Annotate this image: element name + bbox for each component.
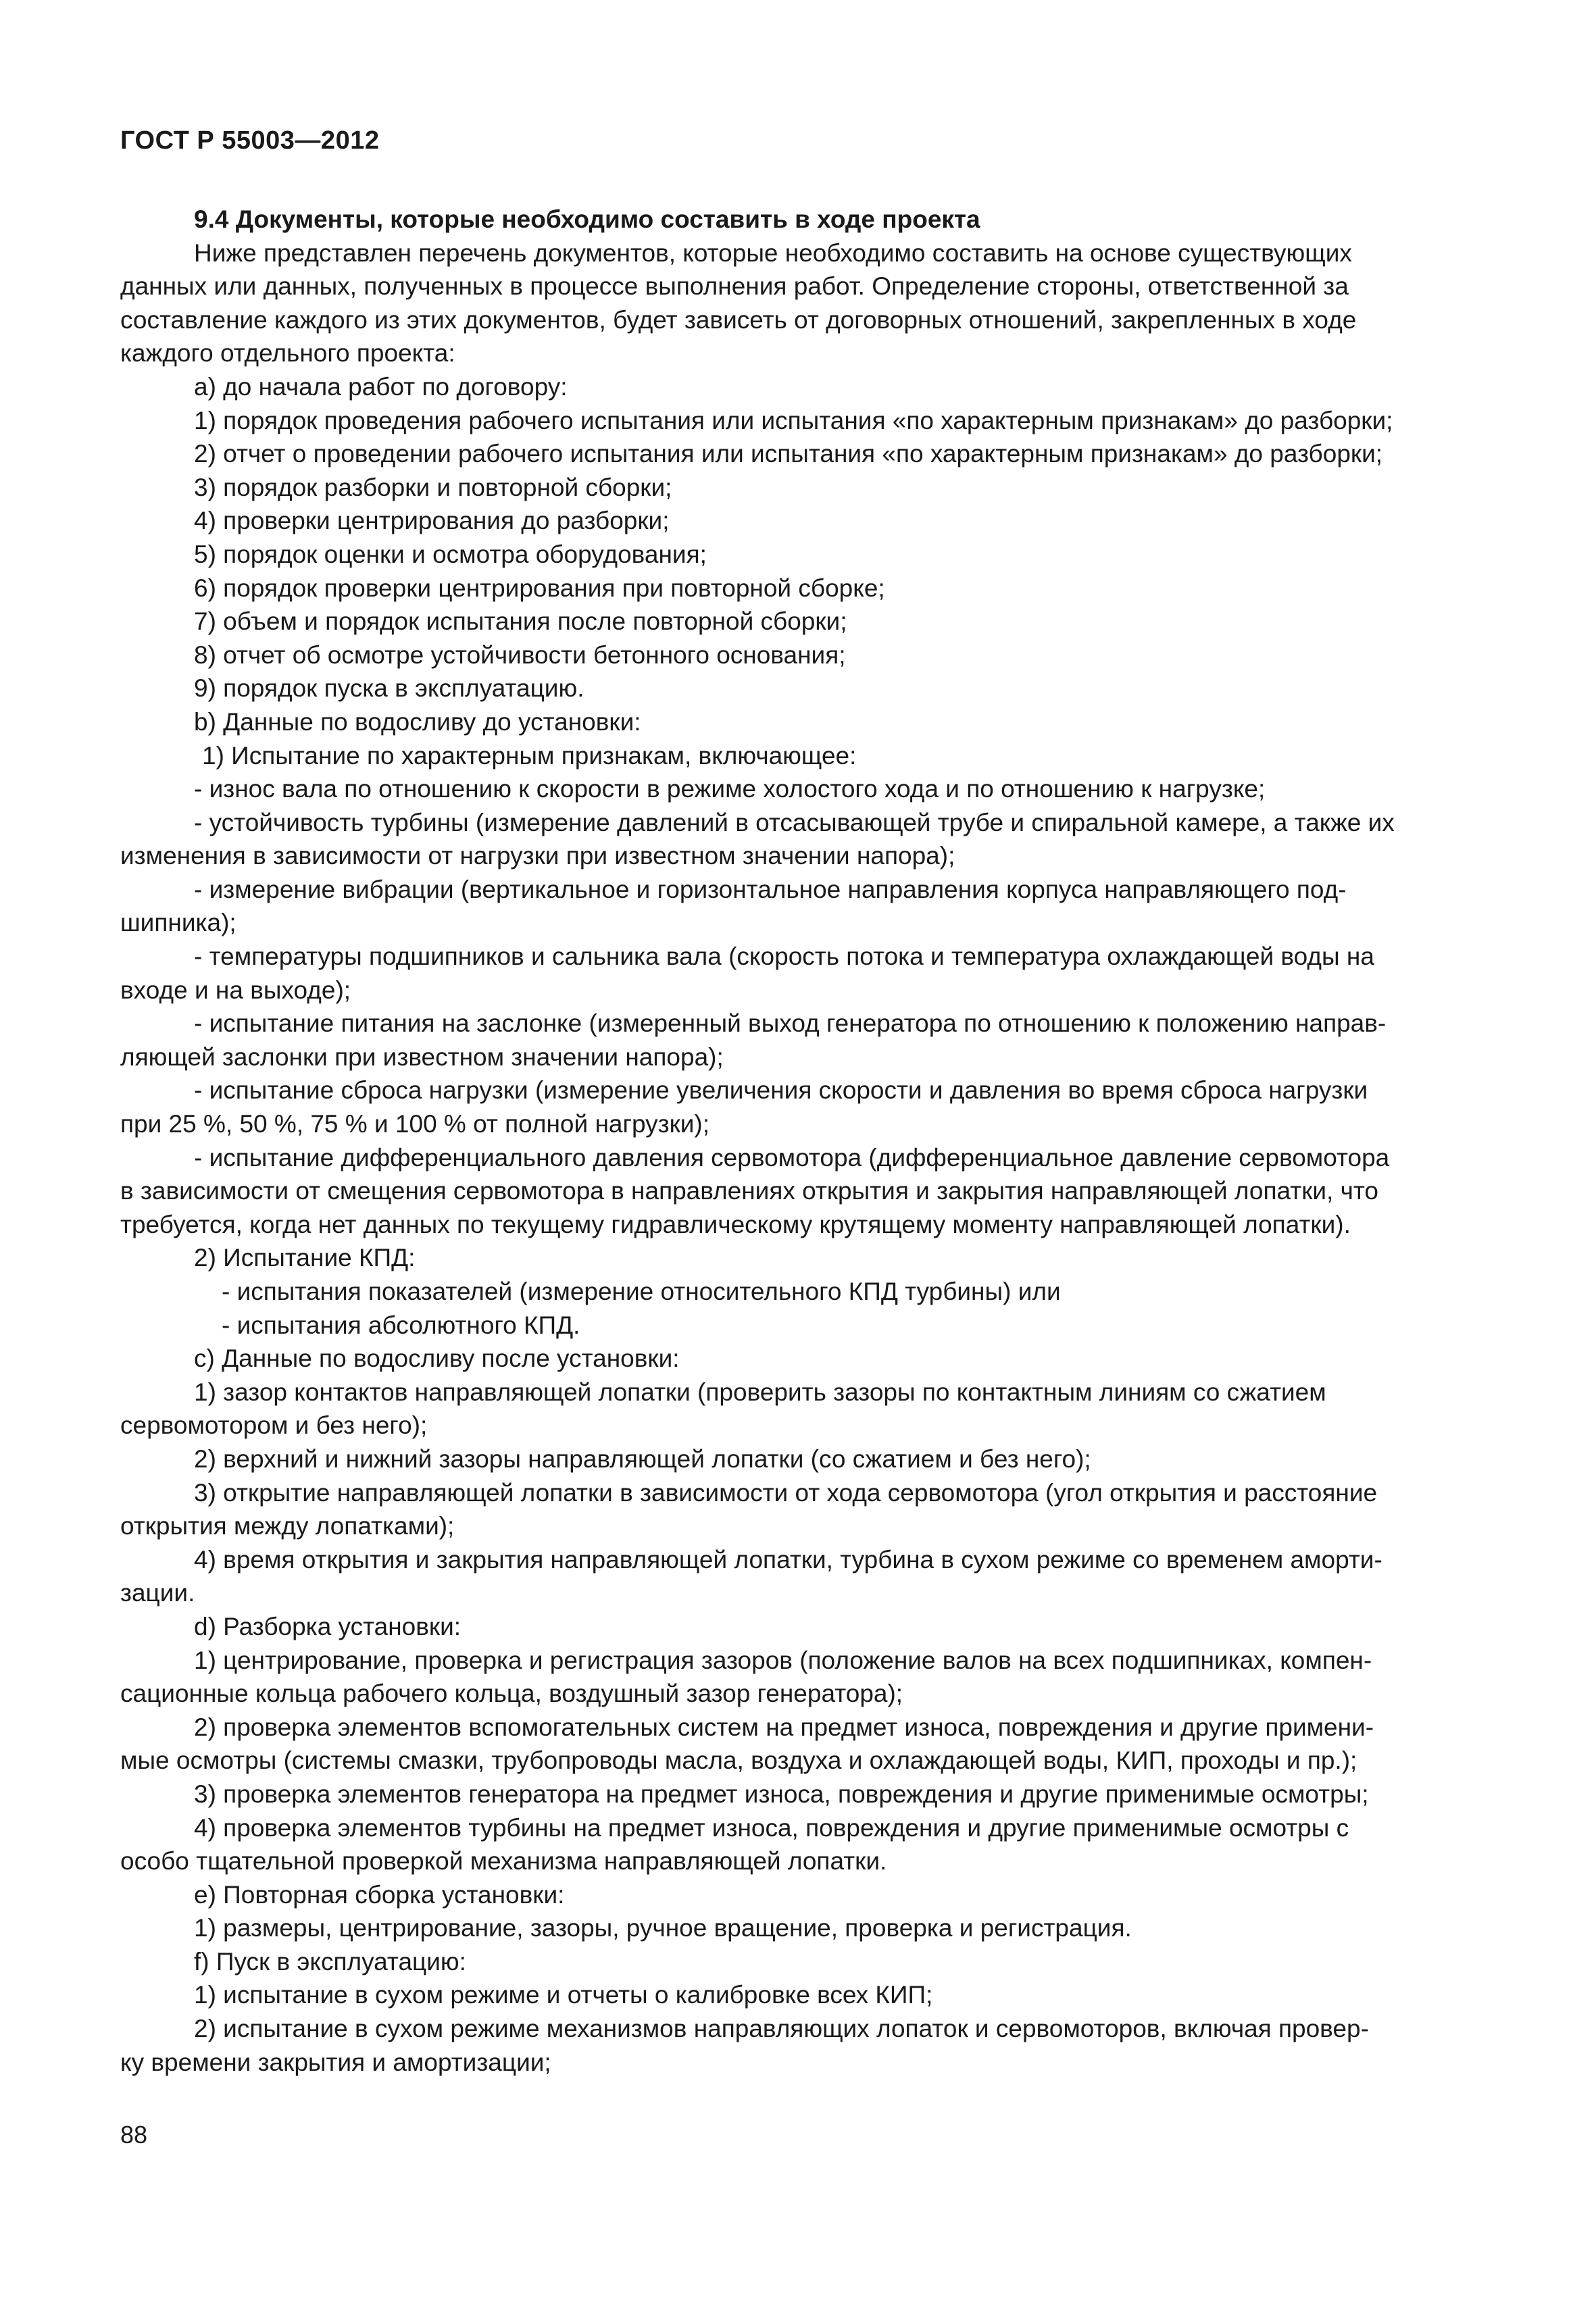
text-line: открытия между лопатками);	[120, 1512, 455, 1540]
text-line: изменения в зависимости от нагрузки при известном значении напора);	[120, 842, 955, 870]
text-line: в зависимости от смещения сервомотора в направлениях открытия и закрытия направляющей лопатки, что	[120, 1177, 1378, 1205]
text-line: 6) порядок проверки центрирования при повторной сборке;	[194, 574, 885, 602]
text-line: 2) Испытание КПД:	[194, 1244, 416, 1272]
page-number: 88	[120, 2121, 148, 2148]
text-line: 2) испытание в сухом режиме механизмов направляющих лопаток и сервомоторов, включая провер-	[194, 2015, 1369, 2043]
text-line: 4) время открытия и закрытия направляющей лопатки, турбина в сухом режиме со временем аморти-	[194, 1545, 1382, 1574]
text-line: 5) порядок оценки и осмотра оборудования;	[194, 540, 707, 568]
text-line: 1) Испытание по характерным признакам, включающее:	[202, 741, 857, 770]
text-line: Ниже представлен перечень документов, которые необходимо составить на основе существующих	[194, 238, 1352, 267]
text-line: данных или данных, полученных в процессе выполнения работ. Определение стороны, ответственной за	[120, 272, 1349, 301]
text-line: 1) центрирование, проверка и регистрация зазоров (положение валов на всех подшипниках, компен-	[194, 1646, 1372, 1674]
text-line: 1) порядок проведения рабочего испытания или испытания «по характерным признакам» до разборки;	[194, 406, 1393, 434]
text-line: при 25 %, 50 %, 75 % и 100 % от полной нагрузки);	[120, 1110, 710, 1138]
text-line: ляющей заслонки при известном значении напора);	[120, 1042, 724, 1071]
text-line: шипника);	[120, 909, 236, 937]
text-line: 1) испытание в сухом режиме и отчеты о калибровке всех КИП;	[194, 1981, 933, 2009]
text-line: b) Данные по водосливу до установки:	[194, 707, 641, 736]
text-line: составление каждого из этих документов, будет зависеть от договорных отношений, закрепленных в ходе	[120, 305, 1357, 334]
text-line: - износ вала по отношению к скорости в режиме холостого хода и по отношению к нагрузке;	[194, 775, 1266, 803]
section-heading: 9.4 Документы, которые необходимо составить в ходе проекта	[194, 205, 980, 233]
text-line: 3) проверка элементов генератора на предмет износа, повреждения и другие применимые осмотры;	[194, 1780, 1369, 1808]
text-line: - испытание дифференциального давления сервомотора (дифференциальное давление сервомотора	[194, 1143, 1390, 1172]
text-line: f) Пуск в эксплуатацию:	[194, 1947, 466, 1976]
text-line: мые осмотры (системы смазки, трубопроводы масла, воздуха и охлаждающей воды, КИП, проходы и пр.);	[120, 1746, 1357, 1775]
text-line: 2) проверка элементов вспомогательных систем на предмет износа, повреждения и другие примени-	[194, 1713, 1374, 1741]
text-line: - испытание питания на заслонке (измеренный выход генератора по отношению к положению направ-	[194, 1009, 1387, 1038]
text-line: 3) открытие направляющей лопатки в зависимости от хода сервомотора (угол открытия и расстояние	[194, 1478, 1378, 1507]
text-line: - устойчивость турбины (измерение давлений в отсасывающей трубе и спиральной камере, а также их	[194, 808, 1395, 836]
text-line: 1) размеры, центрирование, зазоры, ручное вращение, проверка и регистрация.	[194, 1914, 1132, 1942]
document-body	[120, 203, 1474, 2079]
text-line: c) Данные по водосливу после установки:	[194, 1344, 680, 1373]
text-line: a) до начала работ по договору:	[194, 372, 568, 401]
text-line: - испытания показателей (измерение относительного КПД турбины) или	[222, 1278, 1061, 1305]
text-line: 3) порядок разборки и повторной сборки;	[194, 473, 672, 501]
text-line: зации.	[120, 1579, 195, 1607]
text-line: 4) проверки центрирования до разборки;	[194, 507, 670, 535]
text-line: - испытания абсолютного КПД.	[222, 1311, 580, 1339]
text-line: - температуры подшипников и сальника вала (скорость потока и температура охлаждающей воды на	[194, 942, 1374, 971]
text-line: 2) отчет о проведении рабочего испытания или испытания «по характерным признакам» до разборки;	[194, 440, 1383, 468]
text-line: d) Разборка установки:	[194, 1612, 462, 1640]
text-line: ку времени закрытия и амортизации;	[120, 2048, 551, 2076]
text-line: 1) зазор контактов направляющей лопатки (проверить зазоры по контактным линиям со сжатием	[194, 1378, 1326, 1406]
text-line: 8) отчет об осмотре устойчивости бетонного основания;	[194, 640, 846, 669]
text-line: сационные кольца рабочего кольца, воздушный зазор генератора);	[120, 1680, 903, 1708]
text-line: 2) верхний и нижний зазоры направляющей лопатки (со сжатием и без него);	[194, 1444, 1091, 1473]
text-line: 9) порядок пуска в эксплуатацию.	[194, 674, 584, 703]
text-line: сервомотором и без него);	[120, 1411, 428, 1440]
text-line: особо тщательной проверкой механизма направляющей лопатки.	[120, 1847, 887, 1876]
text-line: - испытание сброса нагрузки (измерение увеличения скорости и давления во время сброса нагрузки	[194, 1076, 1368, 1105]
text-line: требуется, когда нет данных по текущему гидравлическому крутящему моменту направляющей лопатки).	[120, 1210, 1351, 1238]
text-line: каждого отдельного проекта:	[120, 339, 455, 368]
text-line: входе и на выходе);	[120, 976, 351, 1004]
document-header: ГОСТ Р 55003—2012	[120, 126, 380, 155]
text-line: e) Повторная сборка установки:	[194, 1880, 565, 1909]
text-line: 4) проверка элементов турбины на предмет износа, повреждения и другие применимые осмотры с	[194, 1813, 1349, 1842]
text-line: 7) объем и порядок испытания после повторной сборки;	[194, 607, 847, 636]
text-line: - измерение вибрации (вертикальное и горизонтальное направления корпуса направляющего под-	[194, 875, 1347, 903]
